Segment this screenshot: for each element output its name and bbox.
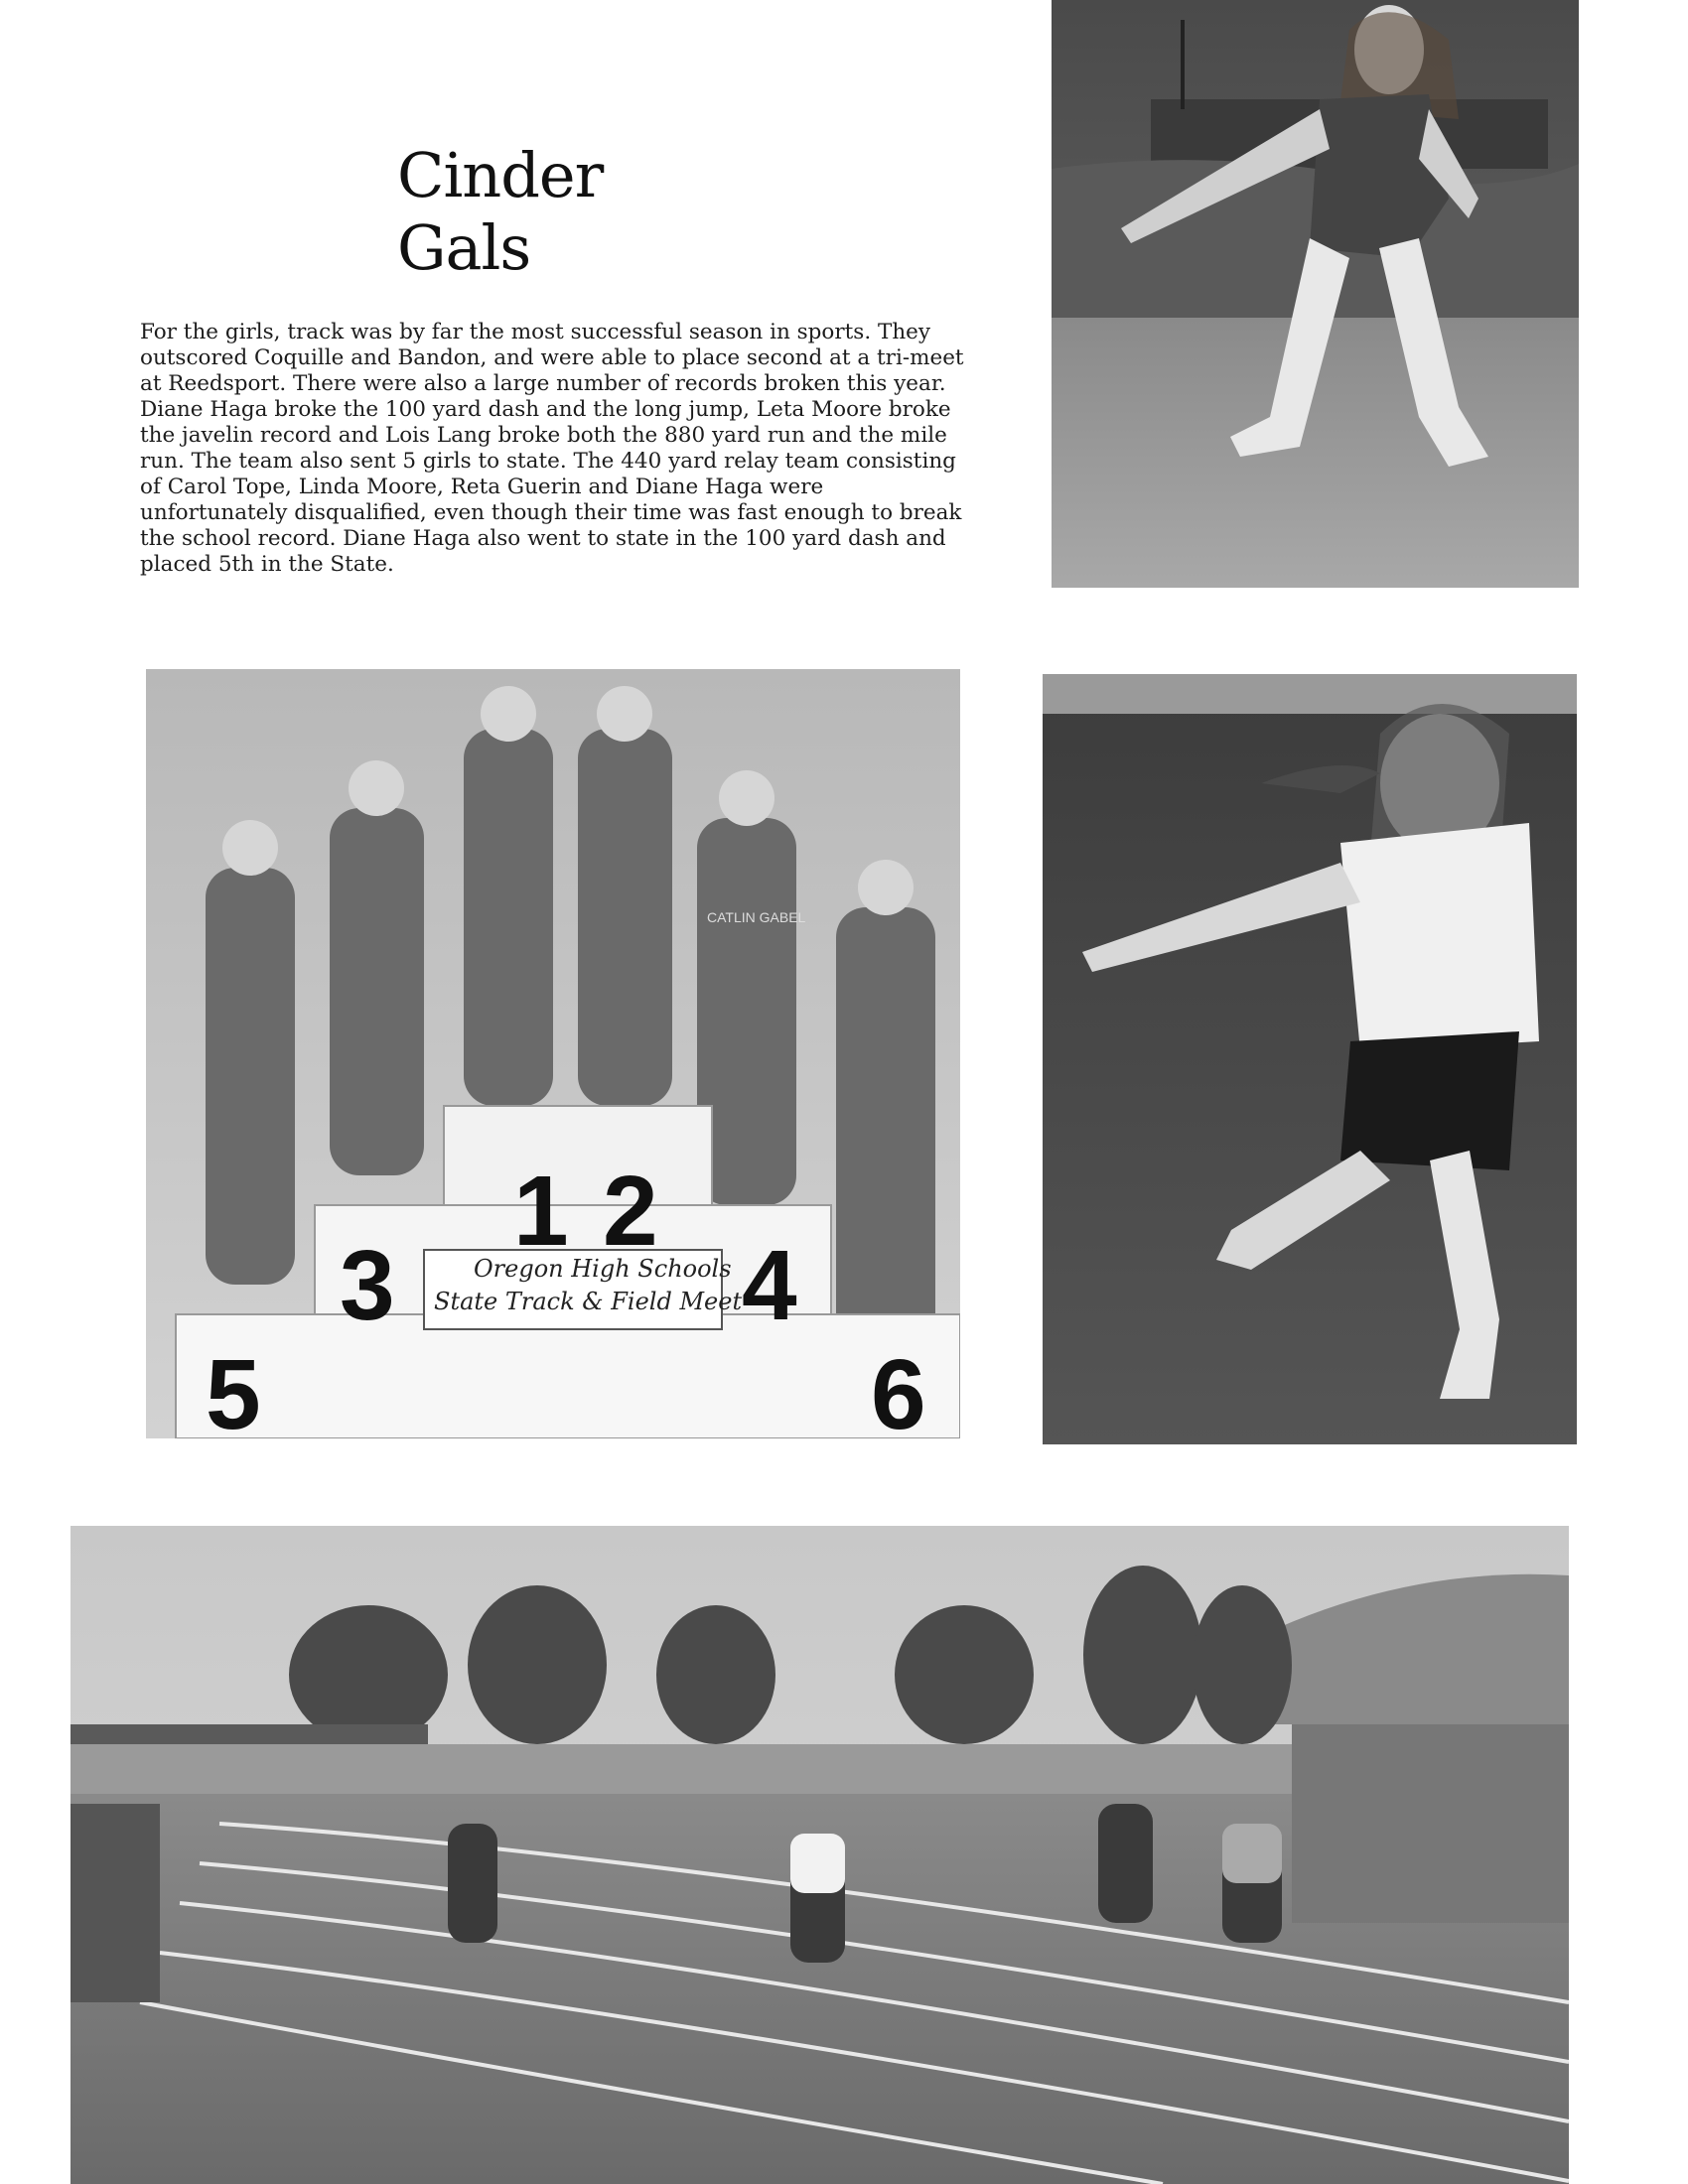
podium-shirt-text: CATLIN GABEL (707, 909, 806, 925)
page-title: Cinder Gals (397, 139, 604, 284)
podium-place-1: 1 (513, 1156, 569, 1267)
article-body (140, 320, 964, 578)
podium-place-4: 4 (742, 1230, 797, 1341)
photo-relay-race (70, 1526, 1569, 2184)
article-paragraph: For the girls, track was by far the most successful season in sports. They outscored Coquille and Bandon, and were able to place second at a tri-meet at Reedsport. There were also a large number of records broken this year. Diane Haga broke the 100 yard dash and the long jump, Leta Moore broke the javelin record and Lois Lang broke both the 880 yard run and the mile run. The team also sent 5 girls to state. The 440 yard relay team consisting of Carol Tope, Linda Moore, Reta Guerin and Diane Haga were unfortunately disqualified, even though their time was fast enough to break the school record. Diane Haga also went to state in the 100 yard dash and placed 5th in the State. (140, 320, 964, 577)
podium-place-3: 3 (340, 1230, 395, 1341)
photo-podium-winners (146, 669, 960, 1438)
photo-sprinter-leaning (1043, 674, 1577, 1444)
photo-long-jumper (1052, 0, 1579, 588)
podium-place-2: 2 (603, 1156, 658, 1267)
podium-place-6: 6 (871, 1339, 926, 1438)
podium-place-5: 5 (206, 1339, 261, 1438)
podium-banner-line2: State Track & Field Meet (434, 1288, 743, 1315)
podium-banner-line1: Oregon High Schools (474, 1255, 732, 1283)
